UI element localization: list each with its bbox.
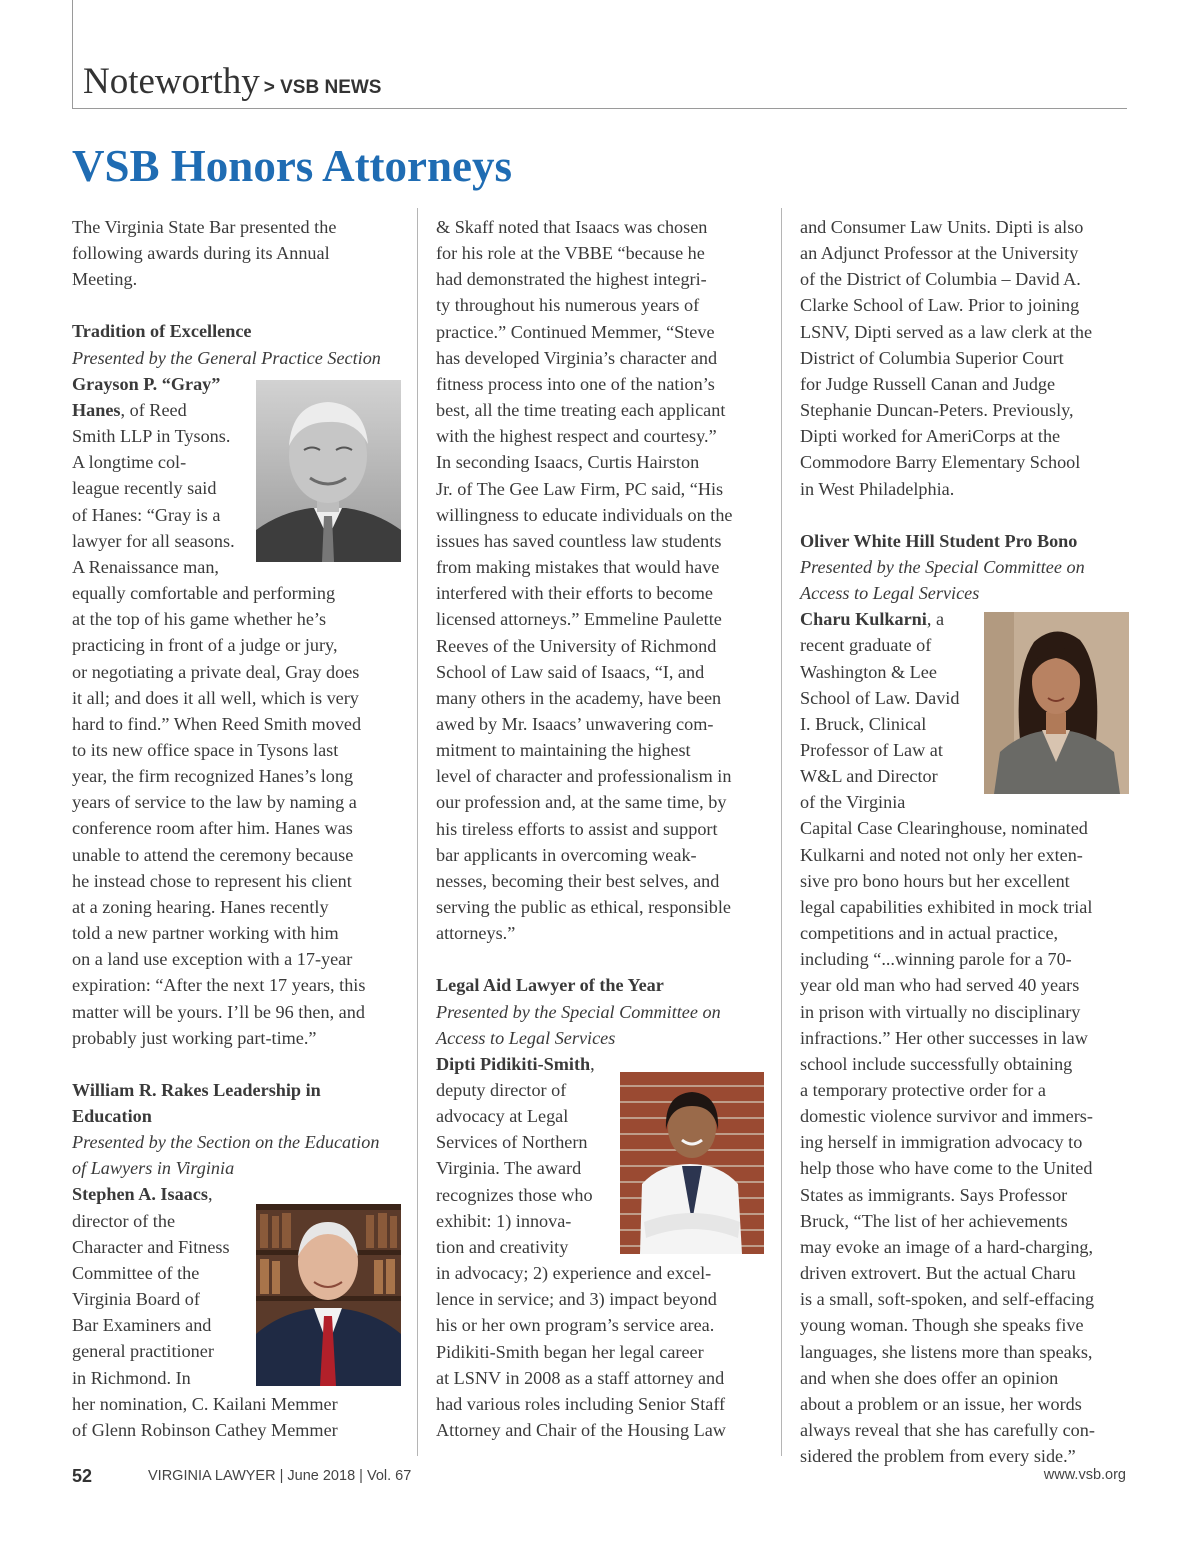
text-line: an Adjunct Professor at the University bbox=[800, 243, 1079, 264]
column-2 bbox=[436, 214, 771, 1443]
publication-info: VIRGINIA LAWYER | June 2018 | Vol. 67 bbox=[148, 1468, 412, 1484]
text-line: young woman. Though she speaks five bbox=[800, 1315, 1084, 1336]
column-divider bbox=[417, 208, 418, 1456]
text-line: about a problem or an issue, her words bbox=[800, 1393, 1082, 1414]
text-line: Presented by the Special Committee on bbox=[800, 556, 1085, 577]
text-line: Education bbox=[72, 1106, 152, 1126]
text-line: may evoke an image of a hard-charging, bbox=[800, 1236, 1094, 1257]
text-line: Virginia Board of bbox=[72, 1289, 200, 1310]
text-line: director of the bbox=[72, 1210, 176, 1231]
page-title: VSB Honors Attorneys bbox=[72, 141, 513, 191]
text-line: A Renaissance man, bbox=[72, 556, 219, 577]
text-line: Pidikiti-Smith began her legal career bbox=[436, 1341, 704, 1362]
text-line: of the District of Columbia – David A. bbox=[800, 269, 1081, 290]
text-line: awed by Mr. Isaacs’ unwavering com- bbox=[436, 713, 714, 734]
text-line: exhibit: 1) innova- bbox=[436, 1210, 572, 1231]
header-vertical-rule bbox=[72, 0, 73, 108]
text-line: our profession and, at the same time, by bbox=[436, 792, 727, 813]
portrait-grayson-hanes bbox=[256, 380, 401, 562]
text-line: for Judge Russell Canan and Judge bbox=[800, 373, 1056, 394]
text-line: Access to Legal Services bbox=[436, 1027, 616, 1048]
text-line: Reeves of the University of Richmond bbox=[436, 635, 717, 656]
recipient-name: Grayson P. “Gray” bbox=[72, 373, 221, 394]
text-line: of the Virginia bbox=[800, 792, 906, 813]
column-divider bbox=[781, 208, 782, 1456]
award-presenter bbox=[436, 999, 771, 1051]
text-line: The Virginia State Bar presented the bbox=[72, 217, 337, 237]
text-line: Jr. of The Gee Law Firm, PC said, “His bbox=[436, 478, 724, 499]
text-line: equally comfortable and performing bbox=[72, 583, 336, 604]
award-body bbox=[800, 214, 1130, 502]
text-line: in advocacy; 2) experience and excel- bbox=[436, 1263, 712, 1284]
section-header bbox=[83, 60, 381, 103]
text-line: willingness to educate individuals on the bbox=[436, 504, 733, 525]
text-line: Smith LLP in Tysons. bbox=[72, 426, 231, 447]
text-line: driven extrovert. But the actual Charu bbox=[800, 1263, 1076, 1284]
award-presenter bbox=[800, 554, 1130, 606]
text-line: serving the public as ethical, responsible bbox=[436, 897, 731, 918]
recipient-name: Stephen A. Isaacs bbox=[72, 1184, 208, 1205]
text-line: , bbox=[590, 1053, 595, 1074]
text-line: Dipti worked for AmeriCorps at the bbox=[800, 426, 1061, 447]
text-line: deputy director of bbox=[436, 1080, 567, 1100]
text-line: is a small, soft-spoken, and self-effacing bbox=[800, 1289, 1095, 1310]
text-line: mitment to maintaining the highest bbox=[436, 740, 691, 761]
text-line: many others in the academy, have been bbox=[436, 687, 722, 708]
text-line: recent graduate of bbox=[800, 635, 932, 656]
text-line: at the top of his game whether he’s bbox=[72, 609, 327, 630]
recipient-name: Charu Kulkarni bbox=[800, 609, 927, 630]
text-line: always reveal that she has carefully con- bbox=[800, 1420, 1095, 1441]
text-line: legal capabilities exhibited in mock trial bbox=[800, 896, 1093, 917]
text-line: Stephanie Duncan-Peters. Previously, bbox=[800, 400, 1074, 421]
text-line: level of character and professionalism in bbox=[436, 766, 732, 787]
text-line: W&L and Director bbox=[800, 766, 938, 787]
text-line: has developed Virginia’s character and bbox=[436, 347, 718, 368]
text-line: Commodore Barry Elementary School bbox=[800, 452, 1081, 473]
text-line: following awards during its Annual bbox=[72, 243, 330, 264]
text-line: on a land use exception with a 17-year bbox=[72, 949, 353, 970]
text-line: told a new partner working with him bbox=[72, 923, 339, 944]
text-line: tion and creativity bbox=[436, 1236, 569, 1257]
text-line: Presented by the Section on the Education bbox=[72, 1132, 380, 1153]
text-line: nesses, becoming their best selves, and bbox=[436, 870, 720, 891]
column-3 bbox=[800, 214, 1130, 1469]
section-name: Noteworthy bbox=[83, 61, 260, 102]
portrait-charu-kulkarni bbox=[984, 612, 1129, 794]
text-line: advocacy at Legal bbox=[436, 1106, 569, 1127]
text-line: Bar Examiners and bbox=[72, 1315, 212, 1336]
text-line: Washington & Lee bbox=[800, 661, 937, 682]
text-line: hard to find.” When Reed Smith moved bbox=[72, 713, 362, 734]
text-line: help those who have come to the United bbox=[800, 1158, 1093, 1179]
text-line: his tireless efforts to assist and support bbox=[436, 818, 718, 839]
text-line: or negotiating a private deal, Gray does bbox=[72, 661, 360, 682]
text-line: general practitioner bbox=[72, 1341, 214, 1362]
text-line: of Hanes: “Gray is a bbox=[72, 504, 221, 525]
text-line: of Lawyers in Virginia bbox=[72, 1158, 235, 1179]
recipient-name: Hanes bbox=[72, 399, 121, 420]
text-line: lence in service; and 3) impact beyond bbox=[436, 1289, 717, 1310]
text-line: interfered with their efforts to become bbox=[436, 583, 713, 604]
text-line: and Consumer Law Units. Dipti is also bbox=[800, 217, 1084, 237]
text-line: ty throughout his numerous years of bbox=[436, 295, 700, 316]
award-presenter bbox=[72, 1129, 402, 1181]
text-line: probably just working part-time.” bbox=[72, 1027, 317, 1048]
text-line: year old man who had served 40 years bbox=[800, 975, 1080, 996]
text-line: sidered the problem from every side.” bbox=[800, 1446, 1076, 1467]
text-line: unable to attend the ceremony because bbox=[72, 844, 354, 865]
text-line: Services of Northern bbox=[436, 1132, 588, 1153]
text-line: States as immigrants. Says Professor bbox=[800, 1184, 1068, 1205]
text-line: , a bbox=[926, 609, 945, 630]
text-line: issues has saved countless law students bbox=[436, 530, 722, 551]
text-line: & Skaff noted that Isaacs was chosen bbox=[436, 217, 708, 237]
text-line: best, all the time treating each applicant bbox=[436, 400, 726, 421]
text-line: A longtime col- bbox=[72, 452, 187, 473]
text-line: LSNV, Dipti served as a law clerk at the bbox=[800, 321, 1093, 342]
text-line: years of service to the law by naming a bbox=[72, 792, 357, 813]
award-presenter: Presented by the General Practice Section bbox=[72, 347, 381, 368]
intro-paragraph bbox=[72, 214, 402, 292]
text-line: to its new office space in Tysons last bbox=[72, 739, 339, 760]
recipient-name: Dipti Pidikiti-Smith bbox=[436, 1053, 591, 1074]
text-line: conference room after him. Hanes was bbox=[72, 818, 353, 839]
portrait-dipti-pidikiti-smith bbox=[620, 1072, 764, 1254]
text-line: had various roles including Senior Staff bbox=[436, 1393, 726, 1414]
text-line: , bbox=[207, 1184, 213, 1205]
text-line: lawyer for all seasons. bbox=[72, 530, 235, 551]
text-line: Kulkarni and noted not only her exten- bbox=[800, 844, 1083, 865]
text-line: his or her own program’s service area. bbox=[436, 1315, 715, 1336]
text-line: with the highest respect and courtesy.” bbox=[436, 426, 717, 447]
text-line: Character and Fitness bbox=[72, 1236, 230, 1257]
text-line: at a zoning hearing. Hanes recently bbox=[72, 896, 329, 917]
text-line: School of Law. David bbox=[800, 687, 960, 708]
text-line: Professor of Law at bbox=[800, 739, 943, 760]
text-line: he instead chose to represent his client bbox=[72, 870, 352, 891]
text-line: Access to Legal Services bbox=[800, 583, 980, 604]
text-line: it all; and does it all well, which is very bbox=[72, 687, 359, 708]
text-line: ing herself in immigration advocacy to bbox=[800, 1132, 1083, 1153]
text-line: domestic violence survivor and immers- bbox=[800, 1106, 1093, 1127]
text-line: In seconding Isaacs, Curtis Hairston bbox=[436, 452, 700, 473]
section-subtitle: > VSB NEWS bbox=[263, 77, 382, 98]
page-number: 52 bbox=[72, 1466, 93, 1486]
text-line: District of Columbia Superior Court bbox=[800, 347, 1064, 368]
text-line: I. Bruck, Clinical bbox=[800, 713, 927, 734]
text-line: licensed attorneys.” Emmeline Paulette bbox=[436, 609, 722, 630]
text-line: practicing in front of a judge or jury, bbox=[72, 635, 338, 656]
text-line: for his role at the VBBE “because he bbox=[436, 243, 705, 264]
award-heading: Legal Aid Lawyer of the Year bbox=[436, 975, 664, 996]
text-line: sive pro bono hours but her excellent bbox=[800, 870, 1070, 891]
award-heading: Tradition of Excellence bbox=[72, 321, 252, 342]
text-line: and when she does offer an opinion bbox=[800, 1367, 1059, 1388]
portrait-stephen-isaacs bbox=[256, 1204, 401, 1386]
text-line: from making mistakes that would have bbox=[436, 557, 720, 578]
text-line: competitions and in actual practice, bbox=[800, 923, 1059, 944]
text-line: in Richmond. In bbox=[72, 1367, 191, 1388]
text-line: at LSNV in 2008 as a staff attorney and bbox=[436, 1367, 725, 1388]
text-line: fitness process into one of the nation’s bbox=[436, 373, 715, 394]
text-line: of Glenn Robinson Cathey Memmer bbox=[72, 1419, 338, 1440]
text-line: attorneys.” bbox=[436, 923, 516, 944]
text-line: in West Philadelphia. bbox=[800, 478, 955, 499]
award-body bbox=[436, 214, 771, 946]
text-line: school include successfully obtaining bbox=[800, 1053, 1073, 1074]
header-horizontal-rule bbox=[72, 108, 1127, 109]
text-line: Capital Case Clearinghouse, nominated bbox=[800, 818, 1088, 839]
text-line: year, the firm recognized Hanes’s long bbox=[72, 766, 354, 787]
text-line: School of Law said of Isaacs, “I, and bbox=[436, 661, 705, 682]
text-line: recognizes those who bbox=[436, 1184, 593, 1205]
text-line: Virginia. The award bbox=[436, 1158, 582, 1179]
text-line: infractions.” Her other successes in law bbox=[800, 1027, 1088, 1048]
text-line: Meeting. bbox=[72, 269, 138, 290]
text-line: including “...winning parole for a 70- bbox=[800, 949, 1072, 970]
text-line: league recently said bbox=[72, 478, 217, 499]
text-line: practice.” Continued Memmer, “Steve bbox=[436, 321, 715, 342]
website-link[interactable]: www.vsb.org bbox=[1043, 1467, 1126, 1483]
award-heading bbox=[72, 1077, 402, 1129]
text-line: Bruck, “The list of her achievements bbox=[800, 1210, 1068, 1231]
text-line: her nomination, C. Kailani Memmer bbox=[72, 1393, 338, 1414]
text-line: a temporary protective order for a bbox=[800, 1080, 1046, 1100]
text-line: Attorney and Chair of the Housing Law bbox=[436, 1420, 726, 1441]
text-line: , of Reed bbox=[120, 399, 187, 420]
text-line: had demonstrated the highest integri- bbox=[436, 269, 707, 290]
text-line: Clarke School of Law. Prior to joining bbox=[800, 295, 1080, 316]
text-line: Committee of the bbox=[72, 1262, 200, 1283]
text-line: William R. Rakes Leadership in bbox=[72, 1079, 321, 1100]
text-line: Presented by the Special Committee on bbox=[436, 1001, 721, 1022]
text-line: matter will be yours. I’ll be 96 then, and bbox=[72, 1001, 365, 1022]
award-heading: Oliver White Hill Student Pro Bono bbox=[800, 530, 1078, 551]
text-line: bar applicants in overcoming weak- bbox=[436, 844, 697, 865]
text-line: in prison with virtually no disciplinary bbox=[800, 1001, 1081, 1022]
text-line: languages, she listens more than speaks, bbox=[800, 1341, 1093, 1362]
text-line: expiration: “After the next 17 years, this bbox=[72, 975, 366, 996]
